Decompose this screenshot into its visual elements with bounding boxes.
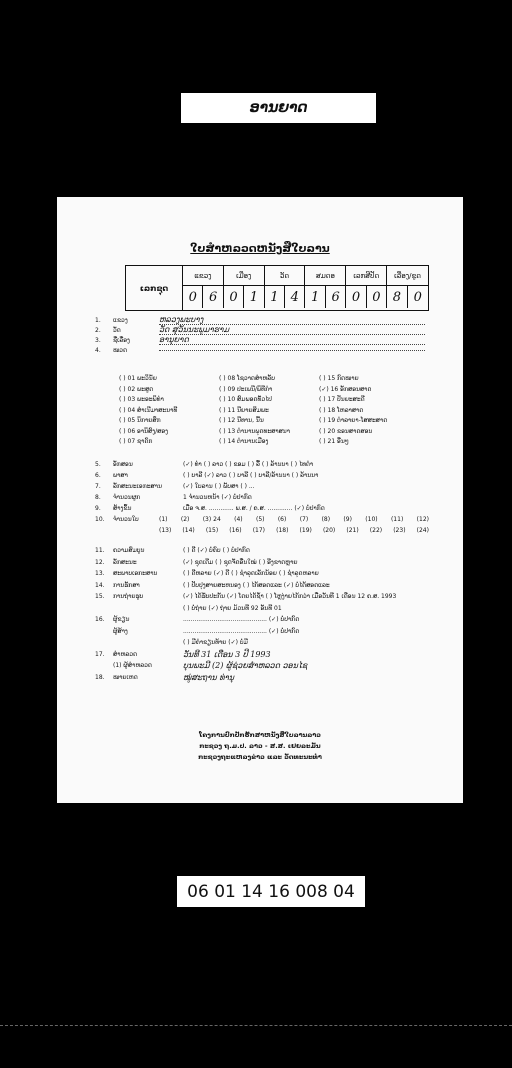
condition-rows	[95, 545, 430, 683]
row-field: ລັກສະນະ	[113, 558, 137, 566]
header-rows	[95, 315, 425, 355]
condition-row	[95, 614, 430, 626]
category-option[interactable]: ( ) 05 ນິກາຍສຶກ	[119, 417, 161, 424]
row-number: 14.	[95, 581, 105, 589]
footer-line: ກະຊວງຖະແຫລງຂ່າວ ແລະ ວັດທະນະທຳ	[198, 753, 322, 761]
category-option[interactable]: ( ) 17 ປັນຍະສະດີ	[319, 396, 365, 403]
row-value: ວັດ ສຸວັນນະພູມາຮາມ	[159, 325, 425, 335]
category-option[interactable]: ( ) 02 ພະສູດ	[119, 385, 154, 393]
condition-row	[95, 649, 430, 661]
row-number: 2.	[95, 326, 101, 334]
row-field: ສະພາບເອກະສານ	[113, 570, 158, 578]
row-field: ສ້າງຂຶ້ນ	[113, 505, 132, 512]
category-option[interactable]: ( ) 01 ພະວິນັຍ	[119, 375, 157, 382]
row-options: ເມື່ອ ຈ.ສ. ............. ພ.ສ. / ຄ.ສ. ............. (✓) ບໍ່ປາກົດ	[183, 505, 325, 512]
attribute-row	[95, 481, 430, 492]
attribute-row	[95, 459, 430, 470]
leaf-count: (16)	[229, 527, 242, 534]
row-options: ບຸນພະມີ (2) ຜູ້ຊ່ວຍສຳຫລວດ ວອນໄຊ	[183, 661, 308, 671]
category-option[interactable]: ( ) 13 ຕຳນານພຸດທະສາສນາ	[219, 427, 290, 435]
attribute-row	[95, 492, 430, 503]
category-option[interactable]: ( ) 12 ນີທານ, ນີ້ນ	[219, 417, 264, 424]
row-options: (✓) ໃບລານ ( ) ພັບສາ ( ) ...	[183, 483, 255, 490]
leaf-count: (14)	[182, 527, 195, 534]
leaf-count: (12)	[416, 516, 429, 523]
id-digit: 1	[265, 286, 285, 308]
survey-form	[57, 197, 463, 803]
row-field: ຈຳນວນຜູກ	[113, 494, 141, 501]
leaf-count: (5)	[255, 516, 265, 523]
category-option[interactable]: ( ) 11 ນີຍາຍສິມພະ	[219, 406, 269, 414]
category-option[interactable]: ( ) 07 ຊາດົກ	[119, 438, 153, 445]
form-row	[95, 335, 425, 345]
category-options	[119, 375, 419, 448]
form-row	[95, 315, 425, 325]
form-title: ໃບສຳຫລວດຫນັງສືໃບລານ	[190, 242, 330, 255]
row-number: 11.	[95, 547, 105, 555]
row-number: 7.	[95, 483, 101, 490]
row-options: ( ) ປັບປຸງສາຍສະຫນອງ ( ) ໄກ້ສອດແລະ (✓) ບໍ່ໄດ້ສອດແລະ	[183, 581, 330, 589]
footer-line: ກະຊວງ ຖ.ມ.ປ. ລາວ - ສ.ສ. ເຢຍລະມັນ	[199, 742, 321, 750]
id-headers	[183, 266, 428, 286]
attribute-row	[95, 470, 430, 481]
row-number: 1.	[95, 316, 101, 324]
row-field: ສຳຫລວດ	[113, 650, 138, 658]
leaf-count: (8)	[321, 516, 331, 523]
row-options: ............................................ (✓) ບໍ່ປາກົດ	[183, 616, 300, 624]
id-number-label: 06 01 14 16 008 04	[177, 876, 365, 907]
id-digit: 0	[183, 286, 203, 308]
leaf-count: (22)	[369, 527, 383, 534]
title-label: ອານຍາດ	[181, 93, 376, 123]
row-field: ການຮັກສາ	[113, 581, 140, 589]
row-field: ການຖ່າຍຮູບ	[113, 593, 144, 601]
row-number: 12.	[95, 558, 105, 566]
id-digit: 6	[203, 286, 223, 308]
id-digit: 0	[224, 286, 244, 308]
row-number: 3.	[95, 336, 101, 344]
leaf-count-row	[95, 525, 430, 536]
leaf-counts	[159, 516, 429, 523]
condition-row	[95, 557, 430, 569]
row-field: ຊື່ເລື່ອງ	[113, 336, 130, 344]
row-number: 9.	[95, 505, 101, 512]
row-number: 13.	[95, 570, 105, 578]
category-option[interactable]: ( ) 18 ໂຫລາສາດ	[319, 406, 364, 414]
leaf-count: (9)	[343, 516, 352, 523]
leaf-count: (11)	[390, 516, 404, 523]
condition-row	[95, 660, 430, 672]
row-field: ຜູ້ສ້າງ	[113, 627, 128, 635]
attribute-rows	[95, 459, 430, 536]
category-option[interactable]: (✓) 16 ອັກສອນສາດ	[319, 385, 372, 393]
condition-row	[95, 603, 430, 615]
category-option[interactable]: ( ) 15 ກົດໝາຍ	[319, 375, 359, 382]
leaf-count: (20)	[322, 527, 336, 534]
row-number: 16.	[95, 616, 105, 624]
leaf-count: (2)	[180, 516, 190, 523]
leaf-count: (4)	[234, 516, 243, 523]
id-header: ເລກສີປັດ	[346, 266, 387, 285]
row-number: 4.	[95, 346, 101, 354]
id-box	[125, 265, 429, 311]
leaf-count: (24)	[416, 527, 429, 534]
category-option[interactable]: ( ) 10 ສົມພອດທັ່ວໄປ	[219, 396, 272, 403]
footer-text	[57, 730, 463, 763]
row-options: 1 ຈຳນວນຫນ້າ (✓) ບໍ່ປາກົດ	[183, 494, 252, 501]
row-field: ຜູ້ຂຽນ	[113, 616, 130, 624]
row-field: ວັດ	[113, 326, 121, 334]
row-options: ( ) ດີຫລາຍ (✓) ດີ ( ) ຊຳລຸດເລັກນ້ອຍ ( ) ຊຳລຸດຫລາຍ	[183, 570, 319, 578]
form-row	[95, 345, 425, 355]
category-option[interactable]: ( ) 09 ປະເພນີ/ພິທີກຳ	[219, 385, 273, 393]
leaf-count-row	[95, 514, 430, 525]
condition-row	[95, 580, 430, 592]
row-field: ຄວາມສົມບູນ	[113, 547, 145, 555]
row-options: ( ) ມີຄຳຂຽນທ້າຍ (✓) ບໍ່ມີ	[183, 639, 248, 647]
category-option[interactable]: ( ) 03 ພະອະພິທຳ	[119, 396, 164, 403]
id-digits	[183, 286, 428, 308]
row-number: 15.	[95, 593, 105, 601]
condition-row	[95, 672, 430, 684]
id-header: ແຂວງ	[183, 266, 224, 285]
attribute-row	[95, 503, 430, 514]
row-number: 6.	[95, 472, 101, 479]
leaf-count: (6)	[277, 516, 287, 523]
id-header: ສມດອ	[305, 266, 346, 285]
row-field: ອັກສອນ	[113, 461, 133, 468]
leaf-count: (3) 24	[202, 516, 221, 523]
row-value	[159, 350, 425, 351]
leaf-count: (18)	[276, 527, 289, 534]
id-label: ເລກຊຸດ	[126, 266, 183, 310]
id-header: ເລື່ອງ/ຂູດ	[394, 271, 421, 280]
category-option[interactable]: ( ) 21 ອື່ນໆ	[319, 438, 349, 445]
leaf-count: (21)	[346, 527, 359, 534]
category-option[interactable]: ( ) 06 ອານິສົງ/ສອງ	[119, 427, 169, 435]
row-options: (✓) ຊຸດເດີມ ( ) ຊຸດຈັດອື່ນໃໝ່ ( ) ອີງຂາດຫຼາຍ	[183, 558, 298, 566]
row-options: ວັນທີ 31 ເດືອນ 3 ປີ 1993	[183, 649, 271, 659]
row-number: 10.	[95, 516, 105, 523]
row-options: ( ) ດີ (✓) ບໍ່ຄົບ ( ) ບໍ່ປາກົດ	[183, 547, 250, 555]
leaf-count: (10)	[365, 516, 378, 523]
row-field: ໝວດ	[113, 346, 127, 354]
id-digit: 1	[244, 286, 264, 308]
row-field: ແຂວງ	[113, 316, 128, 324]
id-header: ເມືອງ	[224, 266, 265, 285]
row-options: ( ) ບໍ່ຖ່າຍ (✓) ຖ່າຍ ມ້ວນທີ 92 ອັນທີ 01	[183, 604, 282, 612]
row-number: 17.	[95, 650, 105, 658]
id-digit: 8	[387, 286, 407, 308]
leaf-count: (1)	[159, 516, 168, 523]
divider	[0, 1025, 512, 1026]
footer-line: ໂຄງການປົກປັກຮັກສາຫນັງສືໃບລານລາວ	[199, 731, 321, 739]
id-header: ວັດ	[265, 266, 306, 285]
category-option[interactable]: ( ) 14 ຕຳນານເມືອງ	[219, 438, 269, 445]
row-field: ໝາຍເຫດ	[113, 673, 138, 681]
id-digit: 0	[367, 286, 387, 308]
row-options: (✓) ໄດ້ຮັບປະກັນ (✓) ໂດຍໄດ້ຊ້ຳ ( ) ໂຫຼງ່າຍໄກ້ກວ່າ ເມື່ອວັນທີ 1 ເດືອນ 12 ຄ.ສ. 1993	[183, 593, 397, 601]
leaf-counts	[159, 527, 429, 534]
condition-row	[95, 591, 430, 603]
row-value: ອານຸຍາດ	[159, 335, 425, 345]
condition-row	[95, 568, 430, 580]
category-option[interactable]: ( ) 20 ຂອນສາດສອນ	[319, 427, 373, 435]
row-options: ............................................ (✓) ບໍ່ປາກົດ	[183, 627, 300, 635]
row-number: 5.	[95, 461, 101, 468]
row-number: 8.	[95, 494, 101, 501]
leaf-count: (19)	[299, 527, 312, 534]
leaf-count: (7)	[299, 516, 309, 523]
leaf-count: (17)	[252, 527, 266, 534]
leaf-count: (15)	[205, 527, 219, 534]
row-number: 18.	[95, 673, 105, 681]
id-digit: 0	[346, 286, 366, 308]
category-option[interactable]: ( ) 04 ສຳເນີມາສະນາທີ	[119, 406, 178, 414]
form-row	[95, 325, 425, 335]
id-digit: 0	[413, 289, 422, 305]
row-options: ( ) ບາລີ (✓) ລາວ ( ) ບາລີ ( ) ບາລີ/ລ້ານນາ ( ) ລ້ານນາ	[183, 472, 319, 479]
row-options: (✓) ທຳ ( ) ລາວ ( ) ຂອມ ( ) ລື້ ( ) ລ້ານນາ ( ) ໄທດຳ	[183, 461, 314, 468]
condition-row	[95, 545, 430, 557]
leaf-count: (23)	[393, 527, 406, 534]
row-value: ຫລວງພະບາງ	[159, 315, 425, 325]
condition-row	[95, 637, 430, 649]
id-digit: 1	[305, 286, 325, 308]
id-digit: 4	[285, 286, 305, 308]
row-field: ລັກສະນະເອກະສານ	[113, 483, 162, 490]
leaf-count: (13)	[159, 527, 172, 534]
category-option[interactable]: ( ) 08 ໂຊວາດສຳຫລັບ	[219, 375, 275, 382]
category-option[interactable]: ( ) 19 ຕຳລາຍາ-ໂສສະສາດ	[319, 417, 388, 424]
row-options: ໝູ່ສະຖານ ທ່ານຸ	[183, 672, 235, 682]
condition-row	[95, 626, 430, 638]
row-field: (1) ຜູ້ສຳຫລວດ	[113, 662, 152, 670]
id-digit: 6	[326, 286, 346, 308]
row-field: ຈຳນວນໃບ	[113, 516, 139, 523]
row-field: ພາສາ	[113, 472, 128, 479]
